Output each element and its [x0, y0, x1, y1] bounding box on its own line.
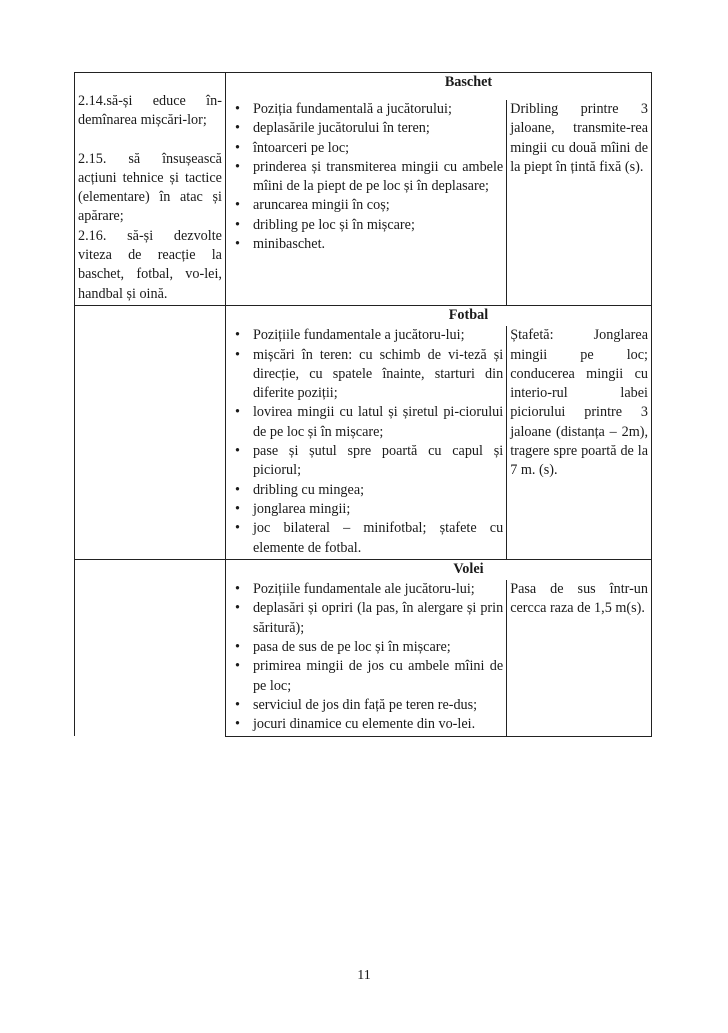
- bullet-icon: •: [234, 520, 240, 537]
- list-item: • pase și șutul spre poartă cu capul și piciorul;: [234, 443, 504, 479]
- items-cell-baschet: [225, 100, 506, 306]
- bullet-icon: •: [234, 696, 240, 713]
- list-item: • deplasările jucătorului în teren;: [229, 119, 503, 138]
- objective-2-14: 2.14.să-și educe în-demînarea mișcări-lor;: [78, 93, 222, 129]
- section-title-baschet: Baschet: [444, 74, 493, 90]
- section-header-row-volei: [75, 559, 652, 580]
- section-title-cell-fotbal: [225, 305, 651, 326]
- list-item: • mișcări în teren: cu schimb de vi-teză și direcție, cu spatele înainte, starturi din diferite poziții;: [234, 346, 504, 402]
- objectives-cell-fotbal: [75, 305, 226, 559]
- bullet-icon: •: [234, 100, 240, 117]
- list-item: • serviciul de jos din față pe teren re-dus;: [229, 696, 503, 715]
- list-item: • întoarceri pe loc;: [229, 139, 503, 158]
- page-number: 11: [357, 968, 371, 983]
- list-item: • Poziția fundamentală a jucătorului;: [229, 100, 503, 119]
- list-item: • lovirea mingii cu latul și șiretul pi-ciorului de pe loc și în mișcare;: [234, 404, 504, 440]
- list-item: • dribling pe loc și în mișcare;: [229, 216, 503, 235]
- bullet-icon: •: [234, 639, 240, 656]
- list-item: • prinderea și transmiterea mingii cu ambele mîini de la piept de pe loc și în deplasare;: [234, 158, 504, 195]
- objectives-cell-baschet: [75, 73, 226, 306]
- bullet-icon: •: [234, 197, 240, 214]
- bullet-icon: •: [234, 236, 240, 252]
- bullet-icon: •: [234, 346, 240, 363]
- assessment-cell-fotbal: [507, 326, 652, 559]
- items-list-fotbal: [229, 326, 503, 558]
- bullet-icon: •: [234, 404, 240, 421]
- bullet-icon: •: [234, 139, 240, 156]
- items-list-baschet: [229, 100, 503, 254]
- bullet-icon: •: [234, 327, 240, 344]
- bullet-icon: •: [234, 500, 240, 517]
- list-item: • aruncarea mingii în coș;: [229, 196, 503, 215]
- list-item: • jonglarea mingii;: [229, 500, 503, 519]
- list-item: • jocuri dinamice cu elemente din vo-lei.: [229, 715, 503, 734]
- bullet-icon: •: [234, 120, 240, 137]
- section-title-volei: Volei: [453, 560, 484, 577]
- objective-2-15: 2.15. să însușească acțiuni tehnice și tactice (elementare) în atac și apărare;: [78, 150, 222, 225]
- list-item: • Pozițiile fundamentale ale jucătoru-lui;: [229, 580, 503, 599]
- items-cell-volei: [225, 580, 506, 736]
- assessment-volei: Pasa de sus într-un cercca raza de 1,5 m(s).: [510, 581, 648, 617]
- list-item: • joc bilateral – minifotbal; ștafete cu elemente de fotbal.: [234, 520, 504, 556]
- bullet-icon: •: [234, 481, 240, 498]
- section-title-fotbal: Fotbal: [448, 306, 489, 323]
- list-item: • primirea mingii de jos cu ambele mîini de pe loc;: [234, 658, 504, 694]
- bullet-icon: •: [234, 443, 240, 460]
- objective-2-16: 2.16. să-și dezvolte viteza de reacție la baschet, fotbal, vo-lei, handbal și oină.: [78, 227, 222, 302]
- list-item: • dribling cu mingea;: [229, 481, 503, 500]
- section-header-row-baschet: [75, 73, 652, 100]
- objectives-cell-volei: [75, 559, 226, 736]
- bullet-icon: •: [234, 158, 240, 175]
- items-cell-fotbal: [225, 326, 506, 559]
- list-item: • deplasări și opriri (la pas, în alergare și prin săritură);: [234, 600, 504, 636]
- list-item: • minibaschet.: [229, 235, 503, 254]
- bullet-icon: •: [234, 581, 240, 598]
- assessment-cell-volei: [507, 580, 652, 736]
- bullet-icon: •: [234, 600, 240, 617]
- assessment-baschet: Dribling printre 3 jaloane, transmite-rea mingii cu două mîini de la piept în țintă fixă (s).: [510, 100, 648, 175]
- curriculum-table-container: [74, 72, 652, 737]
- curriculum-table: [74, 72, 652, 737]
- section-header-row-fotbal: [75, 305, 652, 326]
- bullet-icon: •: [234, 216, 240, 233]
- section-title-cell-baschet: [225, 73, 651, 100]
- assessment-cell-baschet: [507, 100, 652, 306]
- items-list-volei: [229, 580, 503, 734]
- assessment-fotbal: Ștafetă: Jonglarea mingii pe loc; conducerea mingii cu interio-rul labei piciorului printre 3 jaloane (distanța – 2m), tragere spre poartă de la 7 m. (s).: [510, 327, 648, 479]
- section-title-cell-volei: [225, 559, 651, 580]
- bullet-icon: •: [234, 716, 240, 733]
- list-item: • pasa de sus de pe loc și în mișcare;: [229, 638, 503, 657]
- bullet-icon: •: [234, 658, 240, 675]
- list-item: • Pozițiile fundamentale a jucătoru-lui;: [229, 326, 503, 345]
